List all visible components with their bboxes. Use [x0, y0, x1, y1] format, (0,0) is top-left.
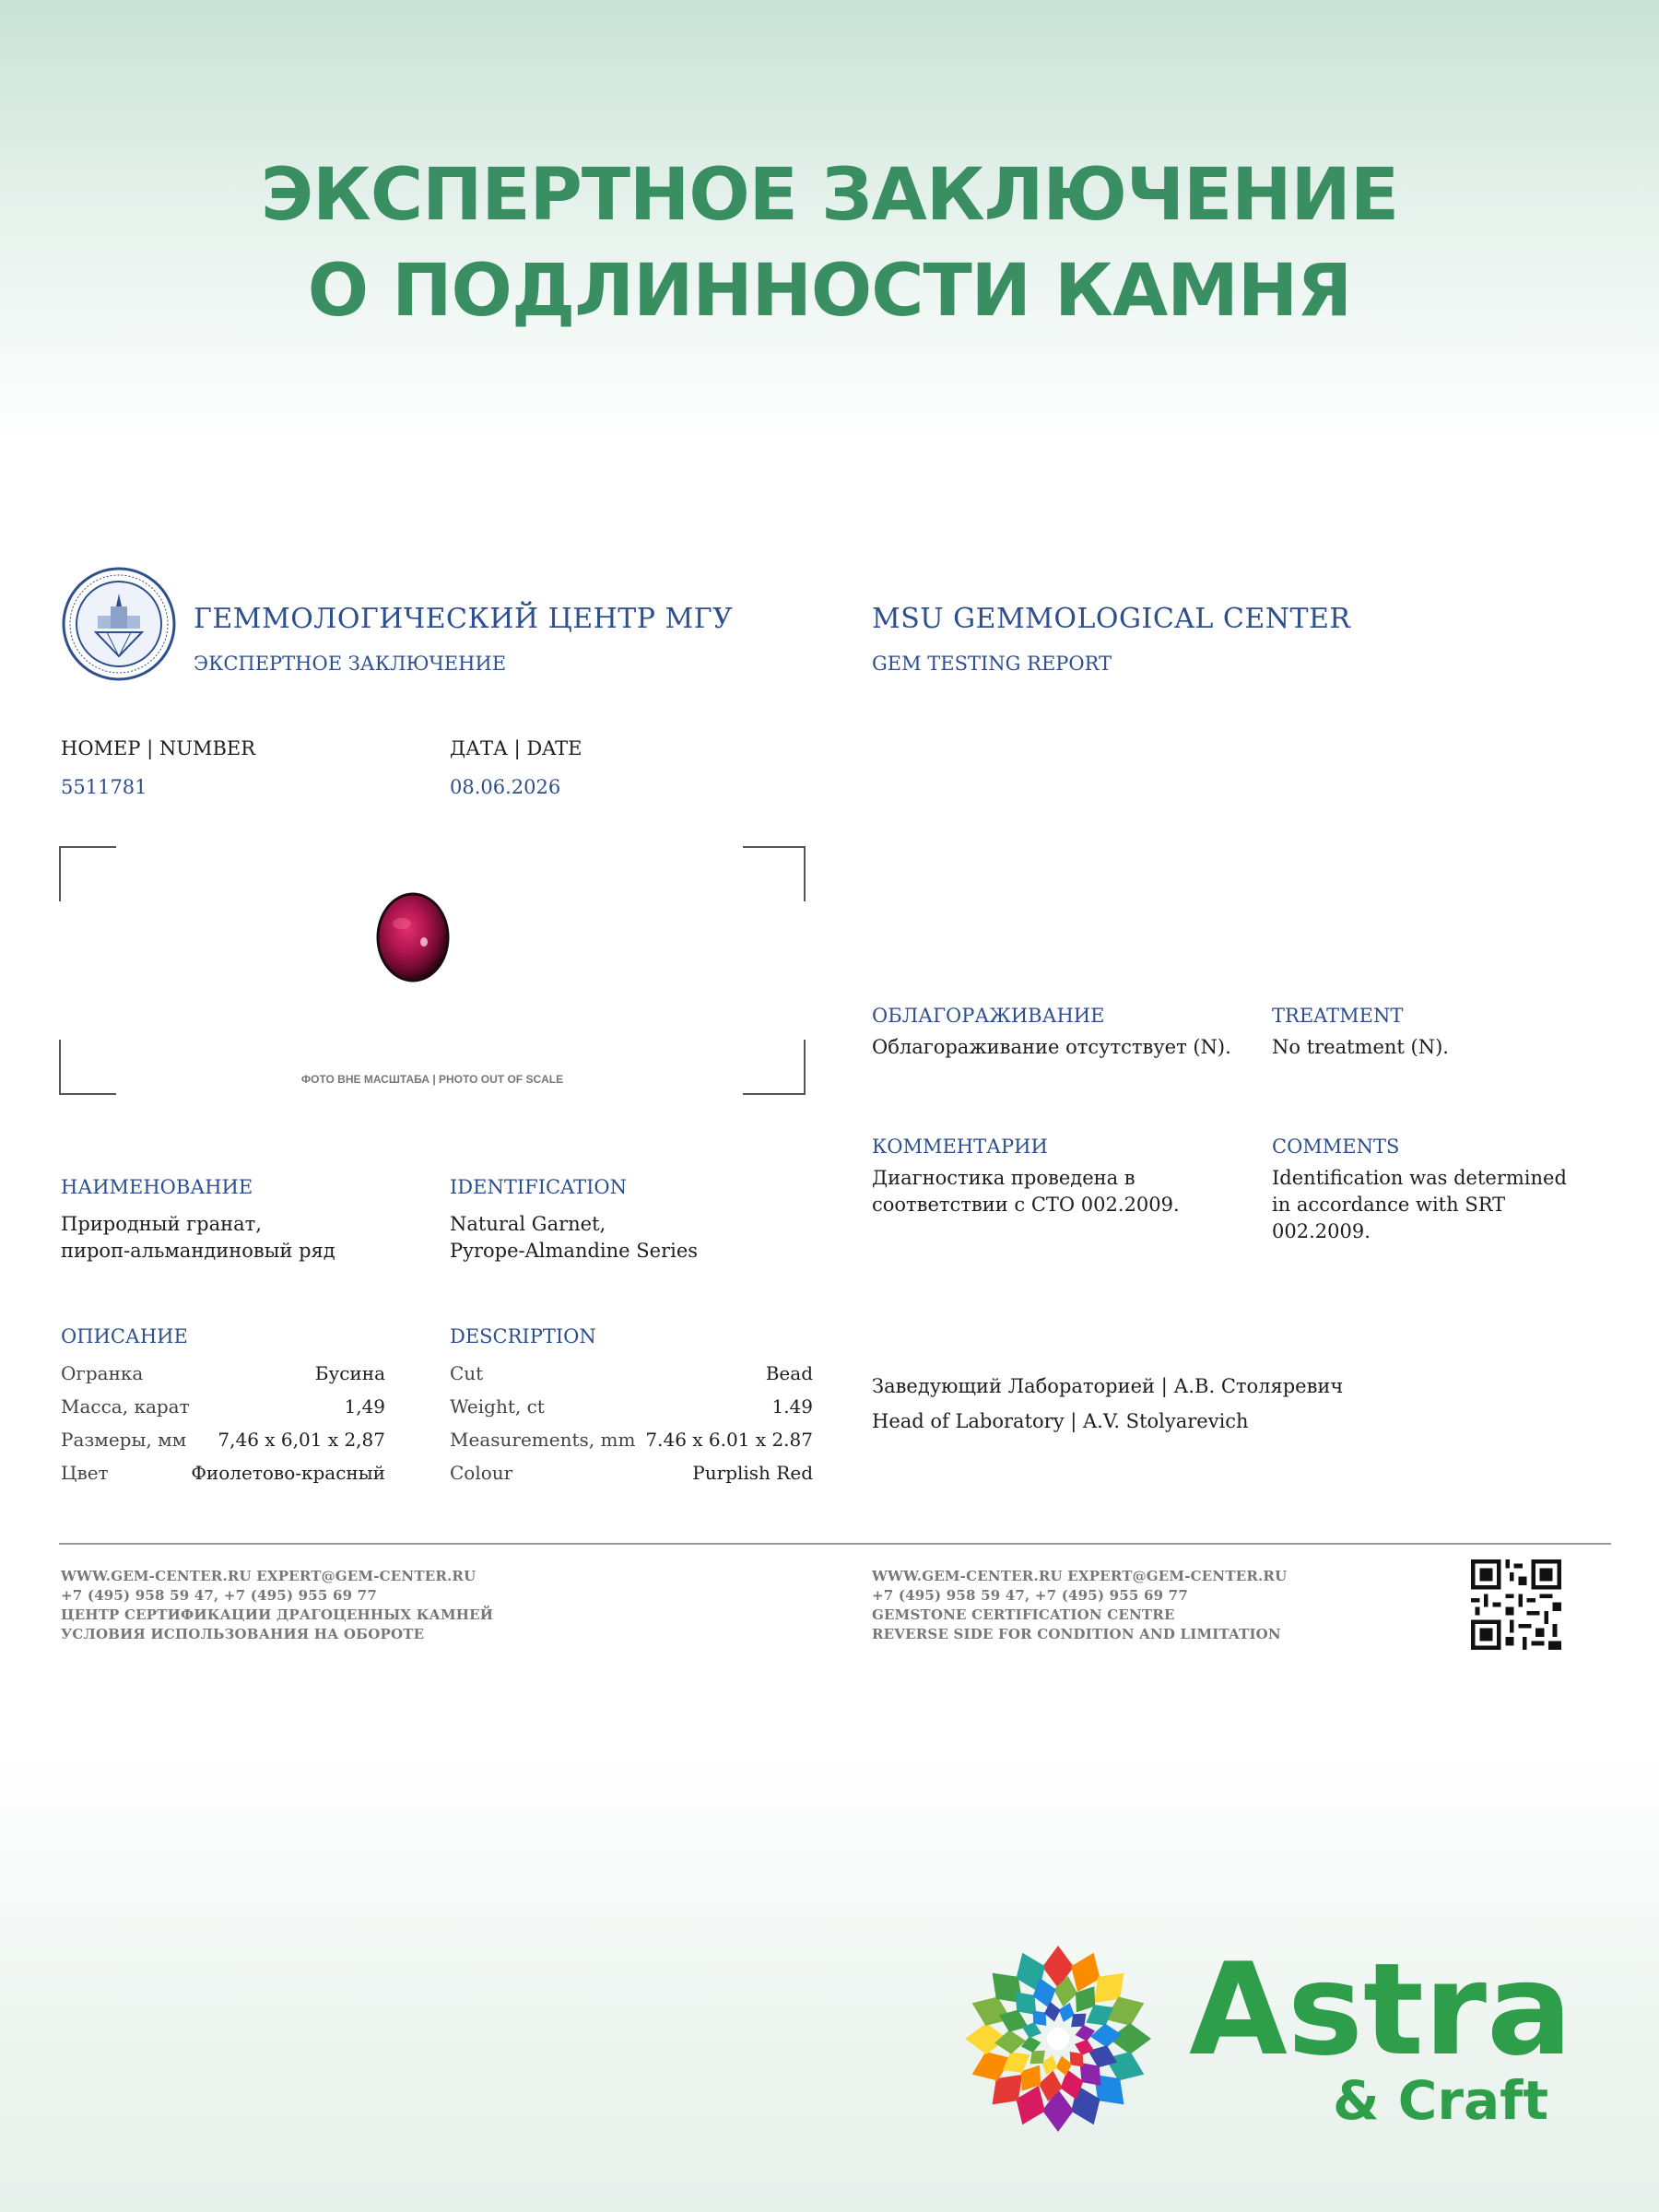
description-row	[61, 1429, 385, 1462]
description-value: 7,46 x 6,01 x 2,87	[218, 1429, 385, 1451]
description-label: Цвет	[61, 1462, 109, 1484]
description-value: 1.49	[771, 1395, 813, 1418]
msu-logo	[61, 566, 177, 682]
description-table-en	[450, 1362, 813, 1495]
comments-heading-en: COMMENTS	[1272, 1135, 1400, 1158]
identification-text-en	[450, 1211, 698, 1265]
description-value: Бусина	[314, 1362, 385, 1384]
qr-code[interactable]	[1471, 1559, 1561, 1650]
signature-en: Head of Laboratory | A.V. Stolyarevich	[872, 1410, 1249, 1432]
identification-line: пироп-альмандиновый ряд	[61, 1240, 335, 1262]
treatment-heading-en: TREATMENT	[1272, 1005, 1404, 1027]
identification-heading-ru: НАИМЕНОВАНИЕ	[61, 1176, 253, 1198]
identification-line: Природный гранат,	[61, 1213, 262, 1235]
number-label: НОМЕР | NUMBER	[61, 737, 256, 759]
description-row	[450, 1362, 813, 1395]
photo-caption: ФОТО ВНЕ МАСШТАБА | PHOTO OUT OF SCALE	[300, 1073, 564, 1086]
description-heading-ru: ОПИСАНИЕ	[61, 1325, 188, 1347]
description-label: Масса, карат	[61, 1395, 190, 1418]
comments-heading-ru: КОММЕНТАРИИ	[872, 1135, 1048, 1158]
description-table-ru	[61, 1362, 385, 1495]
photo-frame-corner	[59, 1040, 116, 1095]
description-row	[450, 1395, 813, 1429]
description-value: Фиолетово-красный	[191, 1462, 385, 1484]
comments-line: 002.2009.	[1272, 1220, 1371, 1242]
photo-frame-corner	[743, 1040, 806, 1095]
identification-text-ru	[61, 1211, 335, 1265]
description-value: Bead	[765, 1362, 813, 1384]
description-row	[61, 1462, 385, 1495]
page-title-line-1: ЭКСПЕРТНОЕ ЗАКЛЮЧЕНИЕ	[260, 154, 1399, 237]
astra-flower-icon	[949, 1930, 1167, 2147]
description-value: Purplish Red	[692, 1462, 813, 1484]
description-label: Weight, ct	[450, 1395, 545, 1418]
comments-text-en	[1272, 1165, 1567, 1245]
footer-line: +7 (495) 958 59 47, +7 (495) 955 69 77	[872, 1587, 1188, 1604]
description-row	[61, 1395, 385, 1429]
comments-text-ru	[872, 1165, 1180, 1218]
number-value: 5511781	[61, 776, 147, 798]
org-name-ru: ГЕММОЛОГИЧЕСКИЙ ЦЕНТР МГУ	[194, 603, 734, 635]
footer-line: GEMSTONE CERTIFICATION CENTRE	[872, 1606, 1175, 1623]
identification-line: Pyrope-Almandine Series	[450, 1240, 699, 1262]
footer-line: УСЛОВИЯ ИСПОЛЬЗОВАНИЯ НА ОБОРОТЕ	[61, 1626, 425, 1642]
identification-heading-en: IDENTIFICATION	[450, 1176, 627, 1198]
date-value: 08.06.2026	[450, 776, 561, 798]
description-row	[450, 1462, 813, 1495]
footer-line: WWW.GEM-CENTER.RU EXPERT@GEM-CENTER.RU	[872, 1568, 1288, 1584]
footer-line: +7 (495) 958 59 47, +7 (495) 955 69 77	[61, 1587, 377, 1604]
page-title-line-2: О ПОДЛИННОСТИ КАМНЯ	[307, 250, 1352, 333]
gem-photo	[374, 890, 452, 984]
org-subtitle-en: GEM TESTING REPORT	[872, 653, 1112, 675]
identification-line: Natural Garnet,	[450, 1213, 606, 1235]
footer-ru	[61, 1567, 493, 1644]
signature-ru: Заведующий Лабораторией | А.В. Столяревич	[872, 1375, 1344, 1397]
brand-sub: & Craft	[1333, 2069, 1549, 2132]
org-name-en: MSU GEMMOLOGICAL CENTER	[872, 603, 1351, 635]
photo-frame-corner	[59, 846, 116, 901]
description-value: 7.46 x 6.01 x 2.87	[645, 1429, 813, 1451]
comments-line: in accordance with SRT	[1272, 1194, 1506, 1216]
comments-line: Диагностика проведена в	[872, 1167, 1135, 1189]
description-value: 1,49	[344, 1395, 385, 1418]
org-subtitle-ru: ЭКСПЕРТНОЕ ЗАКЛЮЧЕНИЕ	[194, 653, 507, 675]
brand-name: Astra	[1189, 1936, 1573, 2084]
description-row	[450, 1429, 813, 1462]
footer-line: REVERSE SIDE FOR CONDITION AND LIMITATION	[872, 1626, 1281, 1642]
footer-line: ЦЕНТР СЕРТИФИКАЦИИ ДРАГОЦЕННЫХ КАМНЕЙ	[61, 1606, 494, 1623]
comments-line: соответствии с СТО 002.2009.	[872, 1194, 1180, 1216]
date-label: ДАТА | DATE	[450, 737, 582, 759]
description-label: Colour	[450, 1462, 513, 1484]
divider	[59, 1543, 1611, 1545]
footer-en	[872, 1567, 1287, 1644]
footer-line: WWW.GEM-CENTER.RU EXPERT@GEM-CENTER.RU	[61, 1568, 477, 1584]
comments-line: Identification was determined	[1272, 1167, 1567, 1189]
treatment-text-en: No treatment (N).	[1272, 1036, 1449, 1058]
page-title	[0, 147, 1659, 339]
treatment-text-ru: Облагораживание отсутствует (N).	[872, 1036, 1231, 1058]
description-label: Measurements, mm	[450, 1429, 636, 1451]
treatment-heading-ru: ОБЛАГОРАЖИВАНИЕ	[872, 1005, 1105, 1027]
description-label: Cut	[450, 1362, 484, 1384]
description-row	[61, 1362, 385, 1395]
photo-frame-corner	[743, 846, 806, 901]
description-label: Огранка	[61, 1362, 144, 1384]
description-heading-en: DESCRIPTION	[450, 1325, 596, 1347]
description-label: Размеры, мм	[61, 1429, 187, 1451]
